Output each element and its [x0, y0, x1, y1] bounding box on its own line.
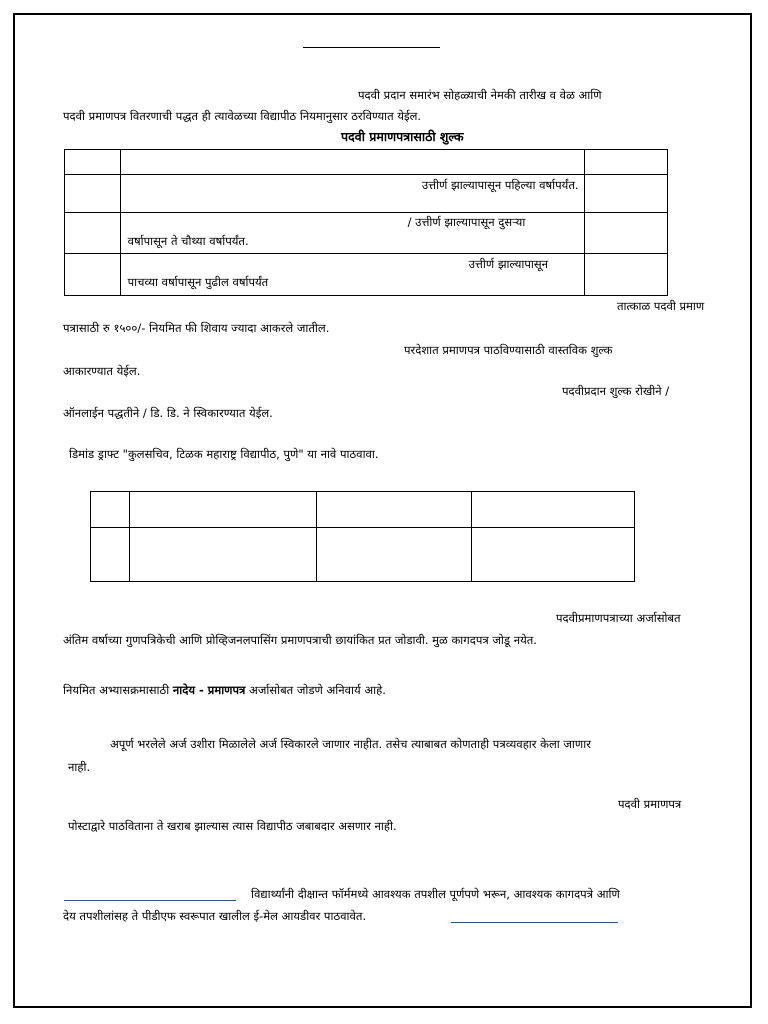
details-table-cell	[316, 528, 472, 582]
email-line-1: विद्यार्थ्यांनी दीक्षान्त फॉर्ममध्ये आवश्यक तपशील पूर्णपणे भरून, आवश्यक कागदपत्रे आणि	[251, 887, 620, 901]
fee-table-cell	[65, 175, 121, 213]
details-table-cell	[91, 528, 130, 582]
fee-heading: पदवी प्रमाणपत्रासाठी शुल्क	[341, 129, 464, 144]
details-table-cell	[472, 528, 635, 582]
details-table-cell	[91, 492, 130, 528]
fee-table-cell	[120, 213, 584, 254]
fee-table-cell	[120, 150, 584, 175]
incomplete-line-1: अपूर्ण भरलेले अर्ज उशीरा मिळालेले अर्ज स्विकारले जाणार नाहीत. तसेच त्याबाबत कोणताही पत्रव्यवहार केला जाणार	[110, 737, 591, 751]
fee-table-cell	[584, 213, 667, 254]
email-id-blank-line	[451, 922, 618, 923]
fee-table-cell	[584, 254, 667, 296]
fee-table-cell	[584, 175, 667, 213]
details-table-cell	[472, 492, 635, 528]
incomplete-line-2: नाही.	[68, 760, 91, 774]
demand-draft-text: डिमांड ड्राफ्ट "कुलसचिव, टिळक महाराष्ट्र विद्यापीठ, पुणे" या नावे पाठवावा.	[69, 447, 379, 461]
fee-row-2-label-b: वर्षापासून ते चौथ्या वर्षापर्यंत.	[127, 234, 249, 248]
details-table	[90, 491, 635, 582]
attach-line-2: अंतिम वर्षाच्या गुणपत्रिकेची आणि प्रोव्हिजनलपासिंग प्रमाणपत्राची छायांकित प्रत जोडावी. मुळ कागदपत्र जोडू नयेत.	[63, 633, 537, 647]
fee-row-2-label-a: / उत्तीर्ण झाल्यापासून दुसऱ्या	[407, 215, 526, 229]
nadey-text-before: नियमित अभ्यासक्रमासाठी	[63, 683, 173, 697]
attach-line-1: पदवीप्रमाणपत्राच्या अर्जासोबत	[556, 611, 681, 625]
fee-table-cell	[65, 150, 121, 175]
payment-line-2: ऑनलाईन पद्धतीने / डि. डि. ने स्विकारण्यात येईल.	[63, 406, 273, 420]
fee-table-cell	[584, 150, 667, 175]
fee-row-1-label: उत्तीर्ण झाल्यापासून पहिल्या वर्षापर्यंत.	[421, 178, 579, 192]
fee-table-cell	[120, 254, 584, 296]
intro-line-1: पदवी प्रदान समारंभ सोहळ्याची नेमकी तारीख व वेळ आणि	[358, 88, 602, 102]
email-line-2: देय तपशीलांसह ते पीडीएफ स्वरूपात खालील ई-मेल आयडीवर पाठवावेत.	[63, 909, 367, 923]
abroad-line-1: परदेशात प्रमाणपत्र पाठविण्यासाठी वास्तविक शुल्क	[404, 343, 613, 357]
nadey-text-bold: नादेय - प्रमाणपत्र	[172, 683, 246, 697]
fee-table-cell	[65, 213, 121, 254]
fee-table-cell	[120, 175, 584, 213]
postal-line-2: पोस्टाद्वारे पाठविताना ते खराब झाल्यास त्यास विद्यापीठ जबाबदार असणार नाही.	[68, 819, 397, 833]
nadey-text-after: अर्जासोबत जोडणे अनिवार्य आहे.	[245, 683, 386, 697]
top-rule	[303, 47, 440, 48]
abroad-line-2: आकारण्यात येईल.	[63, 364, 141, 378]
fee-table-cell	[65, 254, 121, 296]
email-blank-line-1	[64, 900, 236, 901]
details-table-cell	[316, 492, 472, 528]
fee-row-3-label-a: उत्तीर्ण झाल्यापासून	[468, 257, 549, 271]
fee-row-3-label-b: पाचव्या वर्षापासून पुढील वर्षापर्यंत	[127, 275, 269, 289]
details-table-cell	[129, 492, 316, 528]
intro-line-2: पदवी प्रमाणपत्र वितरणाची पद्धत ही त्यावेळच्या विद्यापीठ नियमानुसार ठरविण्यात येईल.	[63, 109, 422, 123]
payment-line-1: पदवीप्रदान शुल्क रोखीने /	[562, 384, 670, 398]
fee-table	[64, 149, 668, 296]
postal-line-1: पदवी प्रमाणपत्र	[618, 797, 682, 811]
details-table-cell	[129, 528, 316, 582]
urgent-line-2: पत्रासाठी रु १५००/- नियमित फी शिवाय ज्यादा आकरले जातील.	[63, 321, 330, 335]
urgent-line-1: तात्काळ पदवी प्रमाण	[617, 299, 705, 313]
nadey-line	[63, 683, 386, 697]
